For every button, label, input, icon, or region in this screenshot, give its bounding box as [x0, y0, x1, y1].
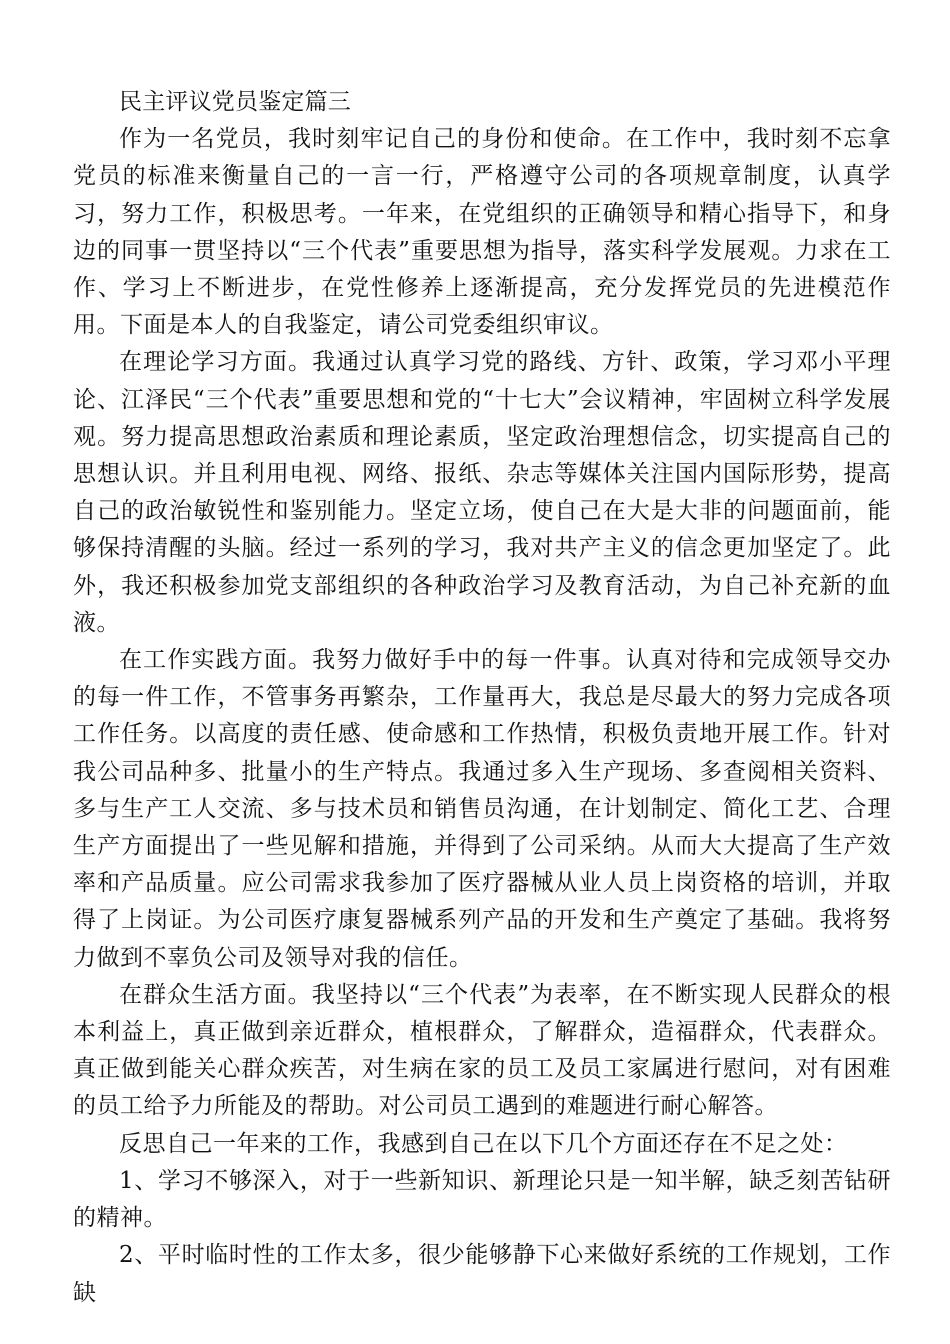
paragraph-shortcoming-2: 2、平时临时性的工作太多，很少能够静下心来做好系统的工作规划，工作缺: [73, 1242, 891, 1306]
paragraph-reflection: 反思自己一年来的工作，我感到自己在以下几个方面还存在不足之处：: [119, 1130, 848, 1157]
document-title: 民主评议党员鉴定篇三: [119, 89, 351, 115]
paragraph-work-practice: 在工作实践方面。我努力做好手中的每一件事。认真对待和完成领导交办的每一件工作，不管事务再繁杂，工作量再大，我总是尽最大的努力完成各项工作任务。以高度的责任感、使命感和工作热情，积极负责地开展工作。针对我公司品种多、批量小的生产特点。我通过多入生产现场、多查阅相关资料、多与生产工人交流、多与技术员和销售员沟通，在计划制定、简化工艺、合理生产方面提出了一些见解和措施，并得到了公司采纳。从而大大提高了生产效率和产品质量。应公司需求我参加了医疗器械从业人员上岗资格的培训，并取得了上岗证。为公司医疗康复器械系列产品的开发和生产奠定了基础。我将努力做到不辜负公司及领导对我的信任。: [73, 647, 891, 971]
paragraph-shortcoming-1: 1、学习不够深入，对于一些新知识、新理论只是一知半解，缺乏刻苦钻研的精神。: [73, 1167, 891, 1232]
paragraph-theory-study: 在理论学习方面。我通过认真学习党的路线、方针、政策，学习邓小平理论、江泽民“三个代表”重要思想和党的“十七大”会议精神，牢固树立科学发展观。努力提高思想政治素质和理论素质，坚定政治理想信念，切实提高自己的思想认识。并且利用电视、网络、报纸、杂志等媒体关注国内国际形势，提高自己的政治敏锐性和鉴别能力。坚定立场，使自己在大是大非的问题面前，能够保持清醒的头脑。经过一系列的学习，我对共产主义的信念更加坚定了。此外，我还积极参加党支部组织的各种政治学习及教育活动，为自己补充新的血液。: [73, 349, 891, 636]
document-page: [73, 84, 891, 1312]
paragraph-mass-life: 在群众生活方面。我坚持以“三个代表”为表率，在不断实现人民群众的根本利益上，真正做到亲近群众，植根群众，了解群众，造福群众，代表群众。真正做到能关心群众疾苦，对生病在家的员工及员工家属进行慰问，对有困难的员工给予力所能及的帮助。对公司员工遇到的难题进行耐心解答。: [73, 981, 891, 1120]
paragraph-intro: 作为一名党员，我时刻牢记自己的身份和使命。在工作中，我时刻不忘拿党员的标准来衡量自己的一言一行，严格遵守公司的各项规章制度，认真学习，努力工作，积极思考。一年来，在党组织的正确领导和精心指导下，和身边的同事一贯坚持以“三个代表”重要思想为指导，落实科学发展观。力求在工作、学习上不断进步，在党性修养上逐渐提高，充分发挥党员的先进模范作用。下面是本人的自我鉴定，请公司党委组织审议。: [73, 126, 891, 339]
